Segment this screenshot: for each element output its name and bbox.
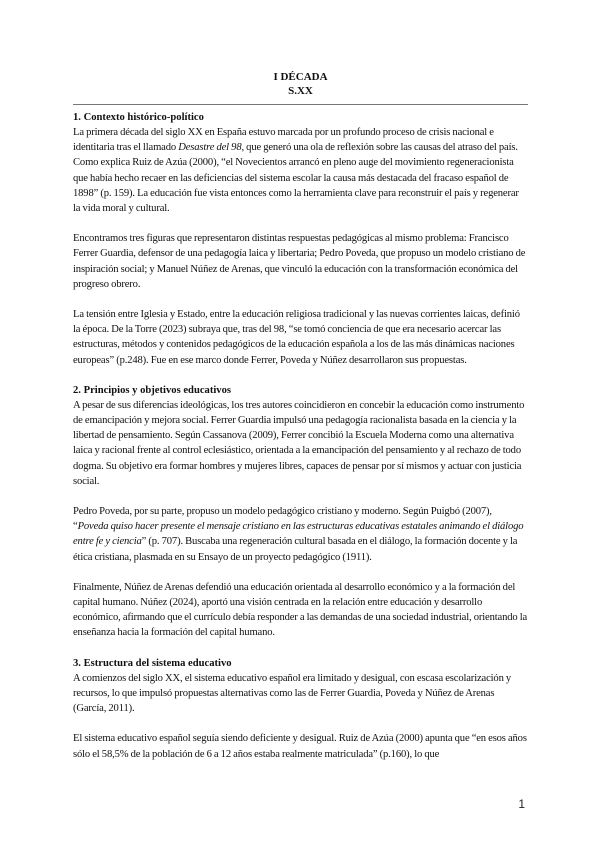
- section-heading-structure: 3. Estructura del sistema educativo: [73, 657, 232, 669]
- section-heading-principles: 2. Principios y objetivos educativos: [73, 384, 232, 396]
- paragraph-text: Pedro Poveda, por su parte, propuso un modelo pedagógico cristiano y moderno. Según Puigbó (2007), “: [73, 506, 492, 533]
- title-divider: [73, 104, 528, 105]
- page-number: 1: [518, 797, 525, 811]
- paragraph-text: ” (p. 707). Buscaba una regeneración cultural basada en el diálogo, la formación docente y la ética cristiana, plasmada en su Ensayo de un proyecto pedagógico (1911).: [73, 536, 518, 563]
- paragraph-text: La primera década del siglo XX en España estuvo marcada por un profundo proceso de crisis nacional e identitaria tras el llamado: [73, 127, 494, 154]
- paragraph: [73, 125, 528, 216]
- paragraph: Finalmente, Núñez de Arenas defendió una educación orientada al desarrollo económico y a la formación del capital humano. Núñez (2024), aportó una visión centrada en la relación entre educación y desarrollo económico, afirmando que el currículo debía responder a las demandas de una sociedad industrial, orientando la enseñanza hacia la formación del capital humano.: [73, 581, 528, 639]
- paragraph-text: , que generó una ola de reflexión sobre las causas del atraso del país. Como explica Ruiz de Azúa (2000), “el Novecientos arrancó en pleno auge del movimiento regeneracionista que había hecho recaer en las deficiencias del sistema escolar la causa más destacada del fracaso español de 1898” (p. 159). La educación fue vista entonces como la herramienta clave para reconstruir el país y regenerar la vida moral y cultural.: [73, 142, 519, 215]
- paragraph: Encontramos tres figuras que representaron distintas respuestas pedagógicas al mismo problema: Francisco Ferrer Guardia, defensor de una pedagogía laica y libertaria; Pedro Poveda, que propuso un modelo cristiano de inspiración social; y Manuel Núñez de Arenas, que vinculó la educación con la transformación económica del progreso obrero.: [73, 233, 526, 290]
- section-heading-context: 1. Contexto histórico-político: [73, 112, 204, 123]
- paragraph: A pesar de sus diferencias ideológicas, los tres autores coincidieron en concebir la educación como instrumento de emancipación y mejora social. Ferrer Guardia impulsó una pedagogía racionalista basada en la ciencia y la libertad de pensamiento. Según Cassanova (2009), Ferrer concibió la Escuela Moderna como una alternativa laica y racional frente al control eclesiástico, orientada a la emancipación del pensamiento y al rechazo de todo dogma. Su objetivo era formar hombres y mujeres libres, capaces de pensar por sí mismos y actuar con justicia social.: [73, 399, 525, 487]
- paragraph: [73, 504, 528, 565]
- paragraph-italic-text: Poveda quiso hacer presente el mensaje cristiano en las estructuras educativas estatales animando el diálogo entre fe y ciencia: [73, 521, 524, 548]
- document-title: I DÉCADA: [273, 71, 328, 83]
- paragraph: La tensión entre Iglesia y Estado, entre la educación religiosa tradicional y las nuevas corrientes laicas, definió la época. De la Torre (2023) subraya que, tras del 98, “se tomó conciencia de que era necesario acercar las estructuras, métodos y contenidos pedagógicos de la educación española a los de las más dinámicas naciones europeas” (p.248). Fue en ese marco donde Ferrer, Poveda y Núñez desarrollaron sus propuestas.: [73, 309, 520, 366]
- paragraph-italic-text: Desastre del 98: [178, 142, 242, 154]
- paragraph: El sistema educativo español seguía siendo deficiente y desigual. Ruiz de Azúa (2000) apunta que “en esos años sólo el 58,5% de la población de 6 a 12 años estaba realmente matriculada” (p.160), lo que: [73, 733, 527, 760]
- paragraph: A comienzos del siglo XX, el sistema educativo español era limitado y desigual, con escasa escolarización y recursos, lo que impulsó propuestas alternativas como las de Ferrer Guardia, Poveda y Núñez de Arenas (García, 2011).: [73, 672, 512, 715]
- document-page: [73, 70, 528, 777]
- document-subtitle: S.XX: [288, 85, 313, 97]
